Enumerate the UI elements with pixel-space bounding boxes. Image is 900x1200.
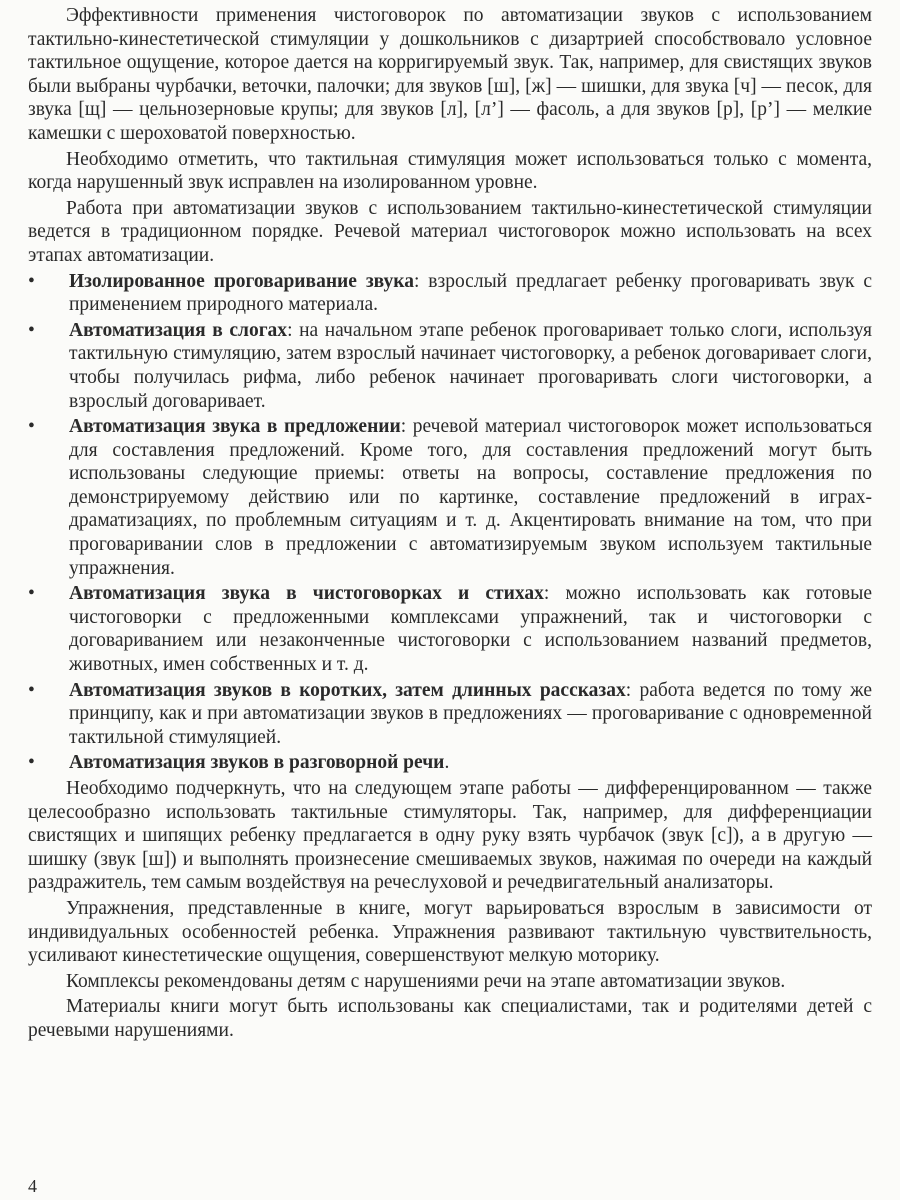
list-item: [28, 270, 872, 317]
bullet-icon: •: [28, 319, 35, 341]
bullet-icon: •: [28, 679, 35, 701]
list-item-text: : речевой материал чистоговорок может использоваться для составления предложений. Кроме того, для составления предложений могут быть использованы следующие приемы: ответы на вопросы, составление предложения по демонстрируемому действию или по картинке, составление предложений в играх-драматизациях, по проблемным ситуациям и т. д. Акцентировать внимание на том, что при проговаривании слов в предложении с автоматизируемым звуком используем тактильные упражнения.: [69, 416, 872, 579]
list-item-heading: Автоматизация звука в чистоговорках и стихах: [69, 583, 544, 605]
bullet-icon: •: [28, 752, 35, 774]
list-item-text: .: [444, 752, 450, 774]
paragraph-recommended: Комплексы рекомендованы детям с нарушениями речи на этапе автоматизации звуков.: [66, 970, 786, 992]
bullet-icon: •: [28, 270, 35, 292]
list-item-text: : на начальном этапе ребенок проговаривает только слоги, используя тактильную стимуляцию, затем взрослый начинает чистоговорку, а ребенок договаривает слоги, чтобы получилась рифма, либо ребенок начинает проговаривать слоги чистоговорки, а взрослый договаривает.: [69, 319, 873, 412]
list-item: [28, 319, 872, 413]
list-item-heading: Автоматизация звуков в коротких, затем длинных рассказах: [69, 679, 626, 701]
list-item: [28, 582, 872, 676]
list-item-heading: Автоматизация звука в предложении: [69, 416, 401, 438]
list-item-text: : взрослый предлагает ребенку проговаривать звук с применением природного материала.: [69, 270, 872, 316]
bullet-icon: •: [28, 416, 35, 438]
paragraph-stimulation-timing: Необходимо отметить, что тактильная стимуляция может использоваться только с момента, когда нарушенный звук исправлен на изолированном уровне.: [28, 148, 872, 194]
paragraph-traditional-order: Работа при автоматизации звуков с использованием тактильно-кинестетической стимуляции ведется в традиционном порядке. Речевой материал чистоговорок можно использовать на всех этапах автоматизации.: [28, 197, 872, 266]
paragraph-differentiation: Необходимо подчеркнуть, что на следующем этапе работы — дифференцированном — также целесообразно использовать тактильные стимуляторы. Так, например, для дифференциации свистящих и шипящих ребенку предлагается в одну руку взять чурбачок (звук [с]), а в другую — шишку (звук [ш]) и выполнять произнесение смешиваемых звуков, нажимая по очереди на каждый раздражитель, тем самым воздействуя на речеслуховой и речедвигательный анализаторы.: [28, 778, 872, 894]
paragraph-exercises: Упражнения, представленные в книге, могут варьироваться взрослым в зависимости от индивидуальных особенностей ребенка. Упражнения развивают тактильную чувствительность, усиливают кинестетические ощущения, совершенствуют мелкую моторику.: [28, 897, 872, 967]
paragraph-tactile-sensation: Эффективности применения чистоговорок по автоматизации звуков с использованием тактильно-кинестетической стимуляции у дошкольников с дизартрией способствовало условное тактильное ощущение, которое дается на корригируемый звук. Так, например, для свистящих звуков были выбраны чурбачки, веточки, палочки; для звуков [ш], [ж] — шишки, для звука [ч] — песок, для звука [щ] — цельнозерновые крупы; для звуков [л], [л’] — фасоль, а для звуков [р], [р’] — мелкие камешки с шероховатой поверхностью.: [28, 5, 872, 144]
list-item-text: : работа ведется по тому же принципу, как и при автоматизации звуков в предложениях — проговаривание с одновременной тактильной стимуляцией.: [69, 679, 872, 748]
list-item: [28, 415, 872, 580]
bullet-icon: •: [28, 583, 35, 605]
list-item-text: : можно использовать как готовые чистоговорки с предложенными комплексами упражнений, так и чистоговорки с договариванием или незаконченные чистоговорки с использованием названий предметов, животных, имен собственных и т. д.: [69, 583, 872, 676]
list-item-heading: Изолированное проговаривание звука: [69, 270, 414, 292]
page-number: 4: [28, 1176, 37, 1196]
list-item-heading: Автоматизация в слогах: [69, 319, 288, 341]
list-item: [28, 679, 872, 750]
list-item: [28, 751, 872, 775]
list-item-heading: Автоматизация звуков в разговорной речи: [69, 752, 445, 774]
paragraph-audience: Материалы книги могут быть использованы как специалистами, так и родителями детей с речевыми нарушениями.: [28, 996, 872, 1041]
automation-stages-list: [28, 270, 872, 775]
page-text: [28, 4, 872, 1043]
